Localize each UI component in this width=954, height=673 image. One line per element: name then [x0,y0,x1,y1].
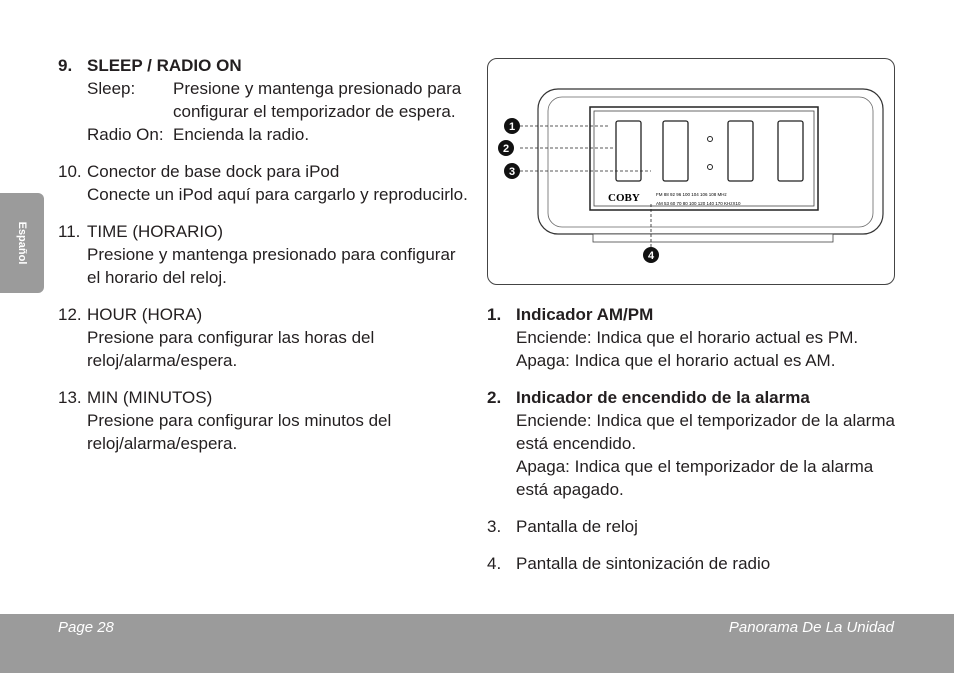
item-text: Presione para configurar las horas del reloj/alarma/espera. [87,328,375,370]
item-title: SLEEP / RADIO ON [87,56,242,75]
item-title: Indicador de encendido de la alarma [516,388,810,407]
item-number: 4. [487,554,502,573]
section-title: Panorama De La Unidad [728,619,894,636]
list-item-1 [487,303,907,372]
item-text: Conecte un iPod aquí para cargarlo y reproducirlo. [87,185,468,204]
item-number: 3. [487,517,502,536]
row-value: Encienda la radio. [173,125,310,144]
language-tab [0,193,44,293]
item-line: Apaga: Indica que el temporizador de la alarma está apagado. [516,457,874,499]
callout-3 [504,163,520,179]
item-title: MIN (MINUTOS) [87,388,213,407]
brand-logo: COBY [608,192,640,204]
row-key: Sleep: [87,79,136,98]
callout-label: 3 [508,166,516,178]
list-item-12 [58,303,473,372]
callout-label: 4 [647,250,655,262]
am-scale: AM 53 60 70 80 100 120 140 170 KHzX10 [656,201,741,206]
item-number: 11. [58,222,81,241]
page-number: Page 28 [58,619,114,636]
sleep-row [87,77,473,123]
list-item-10 [58,160,473,206]
item-number: 9. [58,56,73,75]
language-tab-label: Español [16,221,28,265]
radio-on-row [87,123,473,146]
item-title: TIME (HORARIO) [87,222,223,241]
right-column [487,303,907,589]
clock-radio-illustration [488,59,894,284]
item-title: Pantalla de reloj [516,517,638,536]
item-title: HOUR (HORA) [87,305,203,324]
row-value: Presione y mantenga presionado para configurar el temporizador de espera. [173,79,462,121]
item-text: Presione para configurar los minutos del reloj/alarma/espera. [87,411,392,453]
item-number: 13. [58,388,82,407]
fm-scale: FM 88 92 96 100 104 106 108 MHz [656,192,727,197]
list-item-4 [487,552,907,575]
list-item-3 [487,515,907,538]
item-text: Presione y mantenga presionado para configurar el horario del reloj. [87,245,456,287]
clock-radio-figure [487,58,895,285]
item-title: Indicador AM/PM [516,305,654,324]
item-line: Enciende: Indica que el horario actual es PM. [516,328,859,347]
item-number: 1. [487,305,502,324]
callout-1 [504,118,520,134]
item-number: 2. [487,388,502,407]
item-number: 12. [58,305,82,324]
list-item-9 [58,54,473,146]
list-item-2 [487,386,907,501]
item-line: Enciende: Indica que el temporizador de la alarma está encendido. [516,411,895,453]
list-item-13 [58,386,473,455]
row-key: Radio On: [87,125,164,144]
callout-label: 2 [502,143,510,155]
callout-4 [643,247,659,263]
page-footer [0,614,954,673]
callout-2 [498,140,514,156]
callout-label: 1 [508,121,516,133]
item-title: Pantalla de sintonización de radio [516,554,771,573]
item-line: Apaga: Indica que el horario actual es AM. [516,351,836,370]
left-column [58,54,473,469]
list-item-11 [58,220,473,289]
item-number: 10. [58,162,82,181]
item-title: Conector de base dock para iPod [87,162,340,181]
